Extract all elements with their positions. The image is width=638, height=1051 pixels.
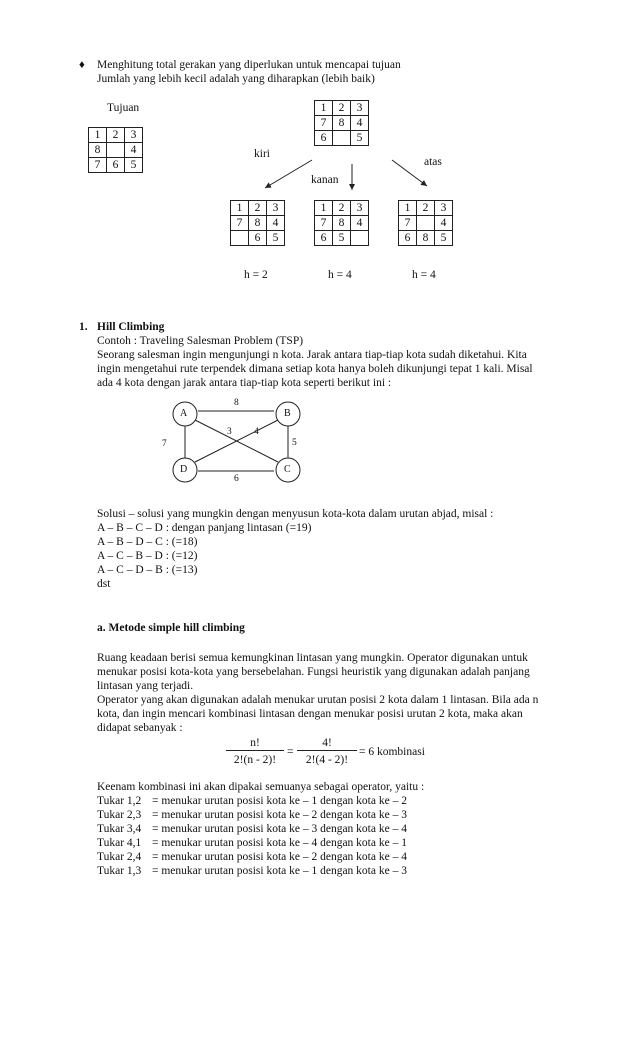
subsection-p2: menukar posisi kota-kota yang bersebelahan. Fungsi heuristik yang digunakan adalah panjang [97, 666, 530, 678]
operators-intro: Keenam kombinasi ini akan dipakai semuanya sebagai operator, yaitu : [97, 781, 425, 793]
subsection-p1: Ruang keadaan berisi semua kemungkinan lintasan yang mungkin. Operator digunakan untuk [97, 652, 528, 664]
operator-desc: = menukar urutan posisi kota ke – 3 dengan kota ke – 4 [152, 823, 407, 835]
weight-bc: 5 [292, 438, 297, 448]
child-grid-3: 1 2 3 7 4 6 8 5 [398, 200, 453, 246]
formula-num-2: 4! [322, 737, 332, 749]
formula-equals: = [287, 746, 294, 758]
node-c-label: C [284, 464, 291, 475]
goal-label: Tujuan [107, 102, 140, 114]
child-grid-1: 1 2 3 7 8 4 6 5 [230, 200, 285, 246]
formula-den-1: 2!(n - 2)! [226, 750, 284, 767]
operator-desc: = menukar urutan posisi kota ke – 2 dengan kota ke – 4 [152, 851, 407, 863]
arrow-left [265, 160, 312, 188]
formula-result: = 6 kombinasi [359, 746, 425, 758]
operator-name: Tukar 2,4 [97, 851, 142, 863]
node-b-label: B [284, 408, 291, 419]
child-grid-2: 1 2 3 7 8 4 6 5 [314, 200, 369, 246]
subsection-title: a. Metode simple hill climbing [97, 622, 245, 634]
section-number: 1. [79, 321, 88, 333]
intro-line-2: Jumlah yang lebih kecil adalah yang diharapkan (lebih baik) [97, 73, 375, 85]
formula-num-1: n! [250, 737, 260, 749]
node-d-label: D [180, 464, 188, 475]
h-value-1: h = 2 [244, 269, 268, 281]
formula-fraction-1 [226, 736, 284, 767]
weight-ad: 7 [162, 439, 167, 449]
section-desc-3: ada 4 kota dengan jarak antara tiap-tiap kota seperti berikut ini : [97, 377, 392, 389]
section-example: Contoh : Traveling Salesman Problem (TSP) [97, 335, 304, 347]
section-desc-1: Seorang salesman ingin mengunjungi n kota. Jarak antara tiap-tiap kota sudah diketahui. Kita [97, 349, 527, 361]
solution-item: A – C – D – B : (=13) [97, 564, 198, 576]
operator-name: Tukar 1,2 [97, 795, 142, 807]
operator-desc: = menukar urutan posisi kota ke – 4 dengan kota ke – 1 [152, 837, 407, 849]
operator-desc: = menukar urutan posisi kota ke – 1 dengan kota ke – 2 [152, 795, 407, 807]
formula-den-2: 2!(4 - 2)! [297, 750, 357, 767]
weight-bd: 4 [254, 427, 259, 437]
solutions-intro: Solusi – solusi yang mungkin dengan menyusun kota-kota dalam urutan abjad, misal : [97, 508, 494, 520]
operator-name: Tukar 3,4 [97, 823, 142, 835]
intro-line-1: Menghitung total gerakan yang diperlukan untuk mencapai tujuan [97, 59, 401, 71]
subsection-p5: kota, dan ingin mencari kombinasi lintasan dengan menukar posisi urutan 2 kota, maka akan [97, 708, 523, 720]
weight-ac: 3 [227, 427, 232, 437]
start-grid: 1 2 3 7 8 4 6 5 [314, 100, 369, 146]
h-value-3: h = 4 [412, 269, 436, 281]
operator-name: Tukar 2,3 [97, 809, 142, 821]
h-value-2: h = 4 [328, 269, 352, 281]
operator-desc: = menukar urutan posisi kota ke – 2 dengan kota ke – 3 [152, 809, 407, 821]
operator-name: Tukar 1,3 [97, 865, 142, 877]
subsection-p6: didapat sebanyak : [97, 722, 183, 734]
operator-desc: = menukar urutan posisi kota ke – 1 dengan kota ke – 3 [152, 865, 407, 877]
move-left-label: kiri [254, 148, 270, 160]
subsection-p4: Operator yang akan digunakan adalah menukar urutan posisi 2 kota dalam 1 lintasan. Bila ada n [97, 694, 539, 706]
arrow-right [392, 160, 427, 186]
move-right-label: kanan [311, 174, 339, 186]
weight-ab: 8 [234, 398, 239, 408]
node-a-label: A [180, 408, 188, 419]
subsection-p3: lintasan yang terjadi. [97, 680, 194, 692]
solution-item: A – C – B – D : (=12) [97, 550, 198, 562]
move-up-label: atas [424, 156, 442, 168]
section-title: Hill Climbing [97, 321, 165, 333]
weight-dc: 6 [234, 474, 239, 484]
formula-fraction-2 [297, 736, 357, 767]
solution-item: dst [97, 578, 111, 590]
solution-item: A – B – D – C : (=18) [97, 536, 198, 548]
solution-item: A – B – C – D : dengan panjang lintasan (=19) [97, 522, 312, 534]
section-desc-2: ingin mengetahui rute terpendek dimana setiap kota hanya boleh dikunjungi tepat 1 kali. Misal [97, 363, 533, 375]
bullet-diamond-icon: ♦ [79, 59, 85, 71]
operator-name: Tukar 4,1 [97, 837, 142, 849]
goal-grid: 1 2 3 8 4 7 6 5 [88, 127, 143, 173]
